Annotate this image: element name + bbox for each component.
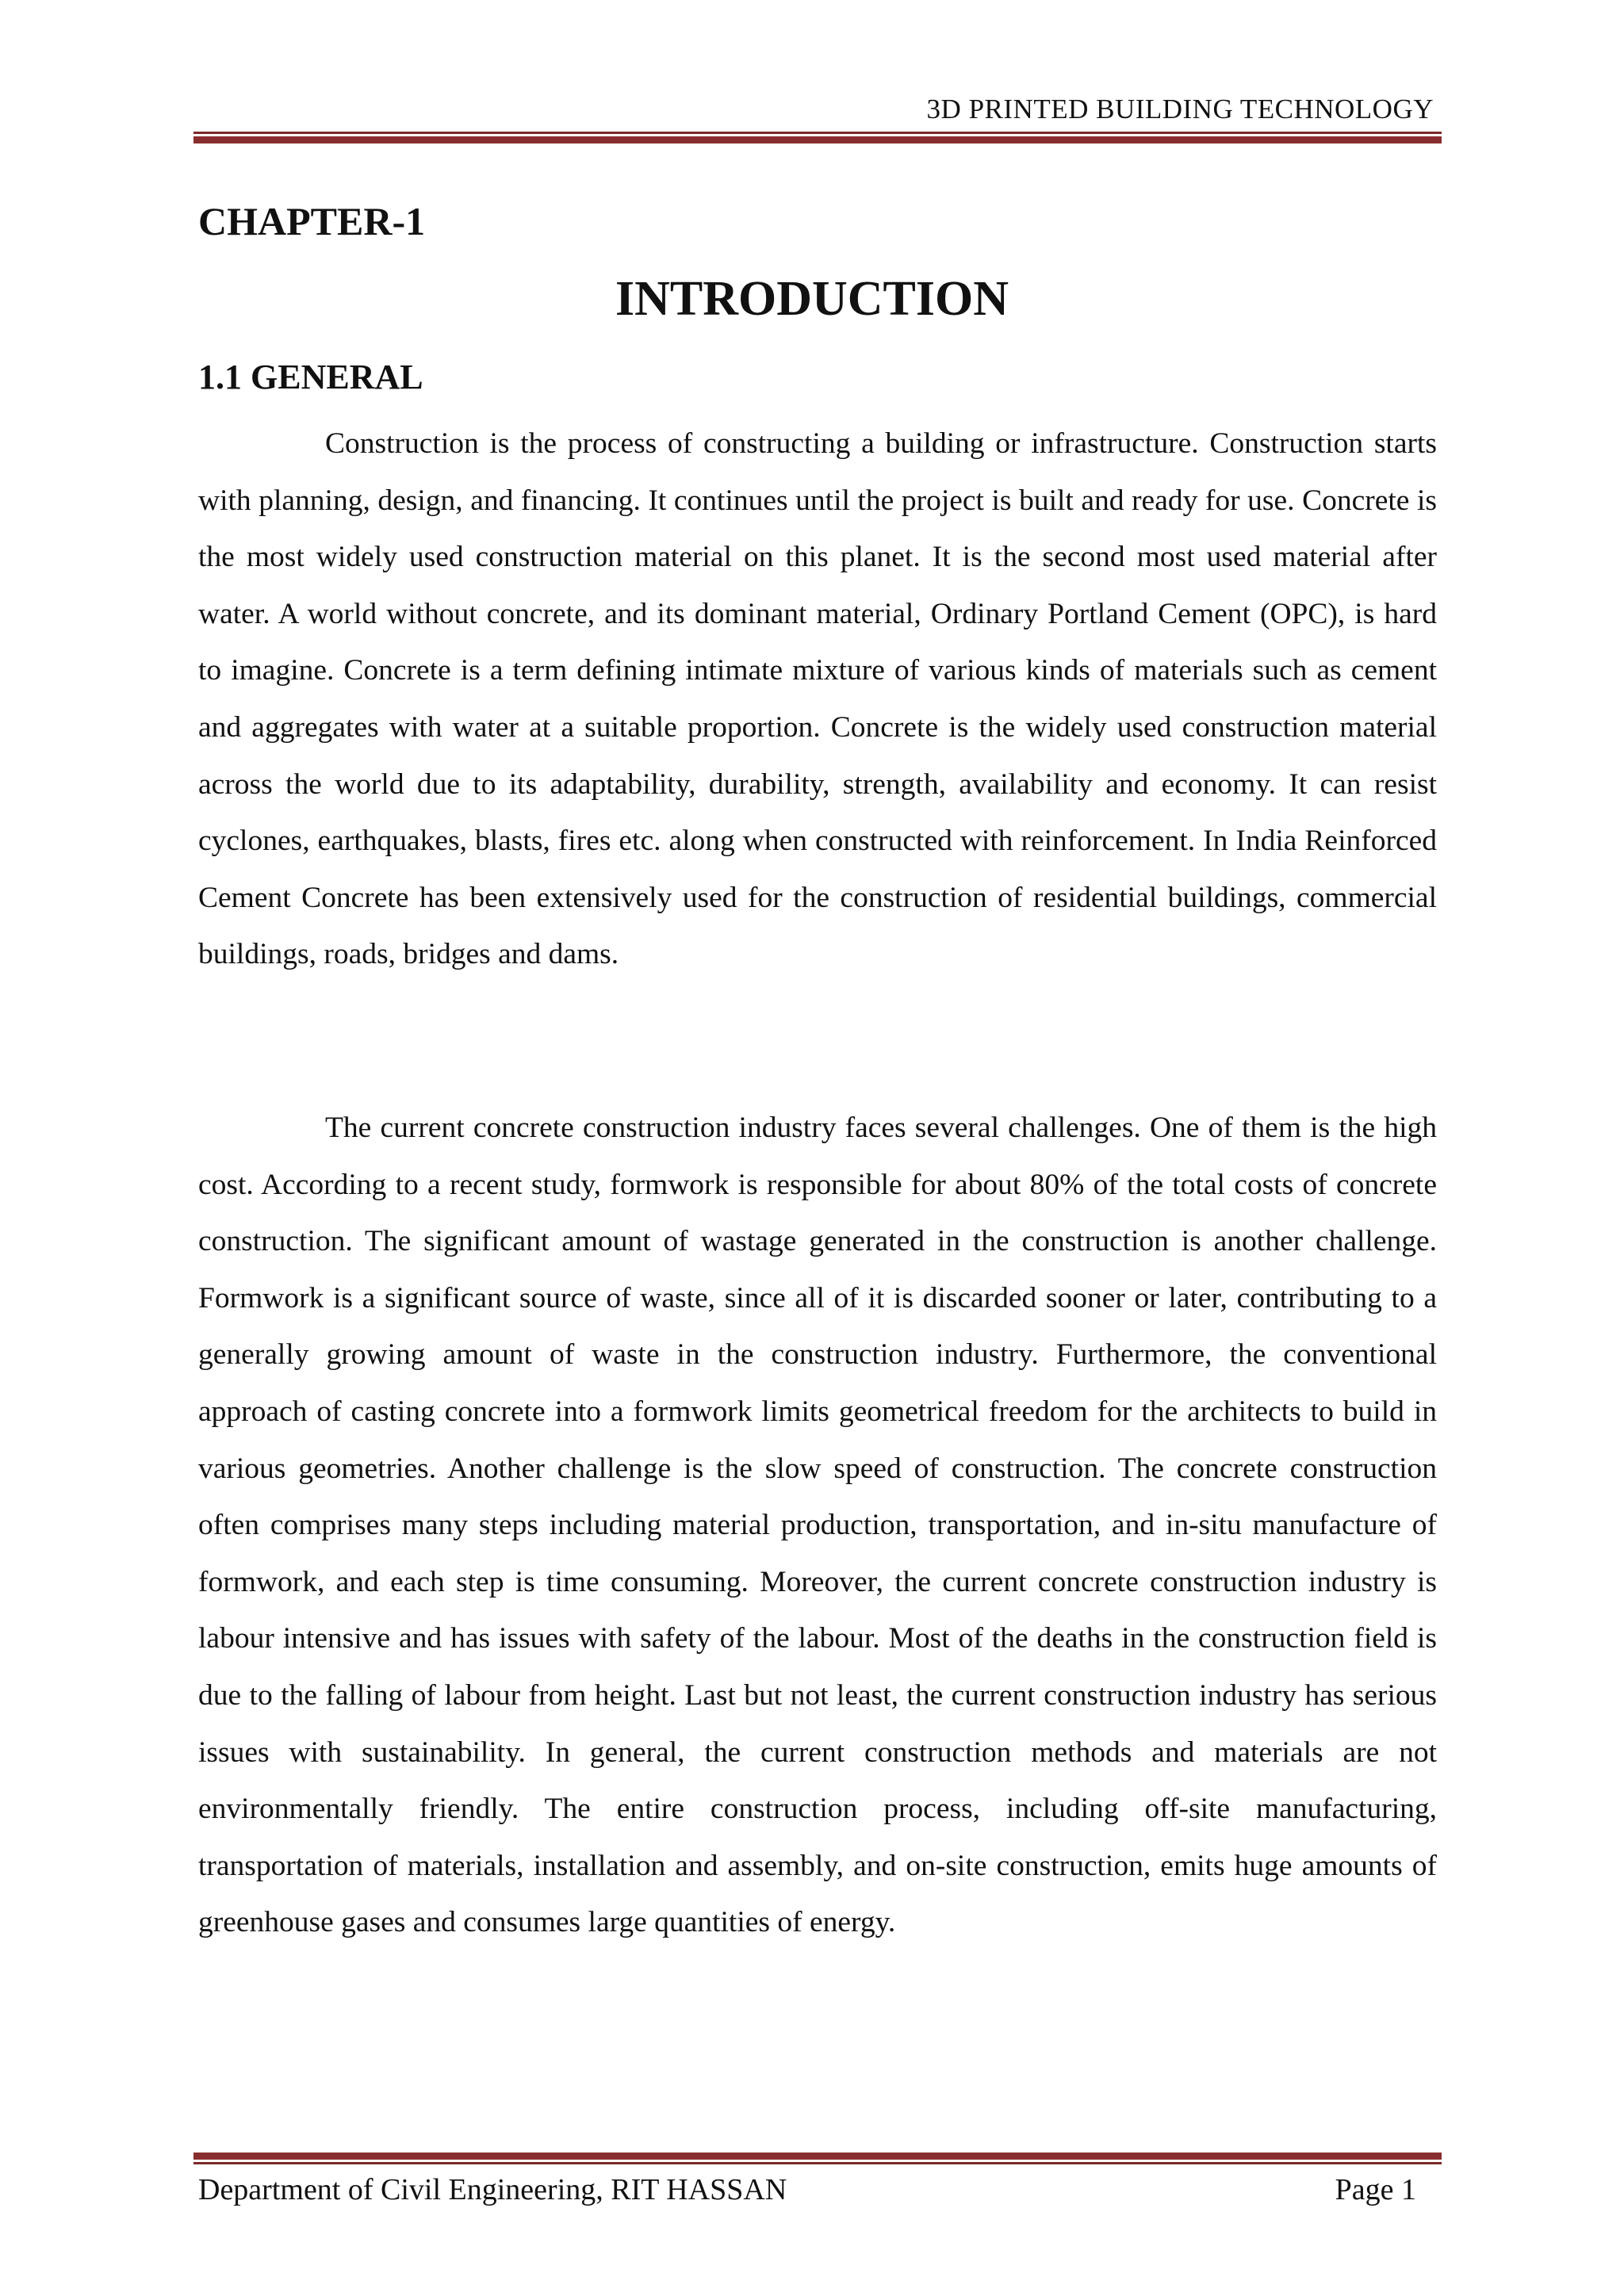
chapter-label: CHAPTER-1 xyxy=(198,199,426,243)
body-paragraph-1: Construction is the process of constructing a building or infrastructure. Construction starts with planning, design, and financing. It continues until the project is built and ready for use. Concrete is the most widely used construction material on this planet. It is the second most used material after water. A world without concrete, and its dominant material, Ordinary Portland Cement (OPC), is hard to imagine. Concrete is a term defining intimate mixture of various kinds of materials such as cement and aggregates with water at a suitable proportion. Concrete is the widely used construction material across the world due to its adaptability, durability, strength, availability and economy. It can resist cyclones, earthquakes, blasts, fires etc. along when constructed with reinforcement. In India Reinforced Cement Concrete has been extensively used for the construction of residential buildings, commercial buildings, roads, bridges and dams. xyxy=(198,427,1437,971)
footer-rule xyxy=(193,2152,1442,2164)
footer-department: Department of Civil Engineering, RIT HASSAN xyxy=(198,2173,787,2206)
running-header: 3D PRINTED BUILDING TECHNOLOGY xyxy=(926,94,1434,124)
footer-rule-thick-line xyxy=(193,2152,1442,2160)
header-rule xyxy=(193,132,1442,144)
chapter-title: INTRODUCTION xyxy=(615,272,1009,326)
footer-rule-thin-line xyxy=(193,2162,1442,2164)
section-heading: 1.1 GENERAL xyxy=(198,358,423,396)
header-rule-thick-line xyxy=(193,136,1442,144)
body-paragraph-2: The current concrete construction industry faces several challenges. One of them is the high cost. According to a recent study, formwork is responsible for about 80% of the total costs of concrete construction. The significant amount of wastage generated in the construction is another challenge. Formwork is a significant source of waste, since all of it is discarded sooner or later, contributing to a generally growing amount of waste in the construction industry. Furthermore, the conventional approach of casting concrete into a formwork limits geometrical freedom for the architects to build in various geometries. Another challenge is the slow speed of construction. The concrete construction often comprises many steps including material production, transportation, and in-situ manufacture of formwork, and each step is time consuming. Moreover, the current concrete construction industry is labour intensive and has issues with safety of the labour. Most of the deaths in the construction field is due to the falling of labour from height. Last but not least, the current construction industry has serious issues with sustainability. In general, the current construction methods and materials are not environmentally friendly. The entire construction process, including off-site manufacturing, transportation of materials, installation and assembly, and on-site construction, emits huge amounts of greenhouse gases and consumes large quantities of energy. xyxy=(198,1112,1437,1939)
page-number: Page 1 xyxy=(1335,2173,1416,2206)
